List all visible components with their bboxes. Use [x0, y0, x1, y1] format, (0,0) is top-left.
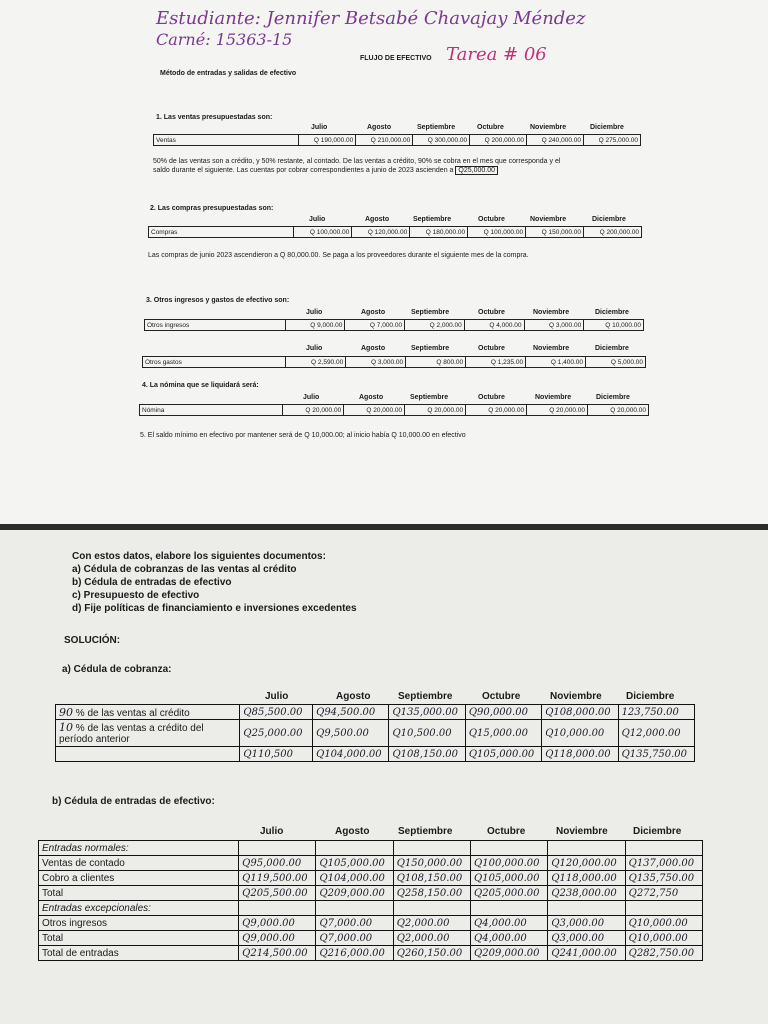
table-cell: 240,000.00 [548, 136, 581, 144]
row-label: Ventas [154, 135, 299, 146]
month-header: Diciembre [633, 826, 682, 837]
table-cell: Q90,000.00 [465, 705, 541, 720]
task-intro: Con estos datos, elabore los siguientes documentos: [72, 551, 326, 562]
task-d: d) Fije políticas de financiamiento e inversiones excedentes [72, 603, 357, 614]
table-row [39, 946, 703, 961]
table-cell: 1,235.00 [497, 358, 524, 366]
currency-symbol: Q [369, 321, 375, 329]
table-cell: Q9,500.00 [313, 720, 389, 747]
sales-note [153, 157, 563, 175]
month-header: Julio [260, 826, 284, 837]
month-header: Octubre [478, 345, 505, 352]
table-cell: 210,000.00 [377, 136, 411, 144]
row-label: Ventas de contado [39, 856, 239, 871]
table-cell: Q104,000.00 [313, 747, 389, 762]
table-cell: Q110,500 [240, 747, 313, 762]
sales-note-text: 50% de las ventas son a crédito, y 50% restante, al contado. De las ventas a crédito, 90% se cobra en el mes que corresponda y el saldo durante el siguiente. Las cuentas por cobrar correspondientes a junio de 2023 ascienden a [153, 158, 561, 174]
table-cell: Q272,750 [625, 886, 702, 901]
month-header: Julio [311, 124, 328, 131]
currency-symbol: Q [309, 228, 315, 236]
row-label: Cobro a clientes [39, 871, 239, 886]
currency-symbol: Q [550, 358, 556, 366]
table-cell: 200,000.00 [606, 228, 639, 236]
currency-symbol: Q [541, 228, 547, 236]
table-cell: Q118,000.00 [542, 747, 618, 762]
method-title: Método de entradas y salidas de efectivo [160, 70, 297, 77]
table-cell: 120,000.00 [374, 228, 408, 236]
currency-symbol: Q [605, 321, 611, 329]
table-cell: Q135,750.00 [625, 871, 702, 886]
table-row [143, 357, 646, 368]
table-row [154, 135, 641, 146]
table-cell [548, 841, 625, 856]
currency-symbol: Q [610, 406, 616, 414]
table-cell: Q4,000.00 [471, 916, 548, 931]
item3-title: 3. Otros ingresos y gastos de efectivo son: [146, 297, 290, 304]
table-cell: 7,000.00 [376, 321, 403, 329]
table-cell: Q9,000.00 [239, 931, 316, 946]
item5-text: 5. El saldo mínimo en efectivo por mantener será de Q 10,000.00; al inicio había Q 10,000.00 en efectivo [140, 432, 466, 439]
month-header: Agosto [361, 309, 386, 316]
table-row [56, 747, 695, 762]
month-header: Agosto [367, 124, 392, 131]
month-header: Agosto [365, 216, 390, 223]
table-cell: 20,000.00 [312, 406, 342, 414]
table-cell: Q3,000.00 [548, 931, 625, 946]
percent-value: 10 [59, 720, 73, 734]
table-cell: 200,000.00 [491, 136, 525, 144]
item1-title: 1. Las ventas presupuestadas son: [156, 114, 273, 121]
sales-table [153, 134, 641, 146]
table-cell: Q137,000.00 [625, 856, 702, 871]
month-header: Diciembre [592, 216, 626, 223]
table-cell: Q105,000.00 [316, 856, 393, 871]
currency-symbol: Q [310, 321, 316, 329]
table-cell: Q25,000.00 [240, 720, 313, 747]
row-label: Otros ingresos [145, 320, 286, 331]
cobranza-title: a) Cédula de cobranza: [62, 664, 172, 675]
table-cell: Q214,500.00 [239, 946, 316, 961]
table-cell: Q3,000.00 [548, 916, 625, 931]
table-cell [625, 841, 702, 856]
month-header: Julio [306, 345, 323, 352]
month-header: Octubre [478, 216, 505, 223]
table-cell: 20,000.00 [495, 406, 525, 414]
currency-symbol: Q [489, 321, 495, 329]
row-label: Total [39, 931, 239, 946]
table-cell [393, 841, 470, 856]
currency-symbol: Q [311, 358, 317, 366]
table-cell: Q216,000.00 [316, 946, 393, 961]
currency-symbol: Q [598, 136, 604, 144]
currency-symbol: Q [427, 406, 433, 414]
table-cell: 3,000.00 [555, 321, 582, 329]
row-label: Otros gastos [143, 357, 286, 368]
document-title: FLUJO DE EFECTIVO [360, 55, 432, 62]
currency-symbol: Q [425, 228, 431, 236]
row-label: Total [39, 886, 239, 901]
table-cell: Q7,000.00 [316, 931, 393, 946]
currency-symbol: Q [599, 228, 605, 236]
table-cell: Q150,000.00 [393, 856, 470, 871]
entradas-table [38, 840, 703, 961]
empty-label-cell [56, 747, 240, 762]
table-cell: Q7,000.00 [316, 916, 393, 931]
table-cell: Q104,000.00 [316, 871, 393, 886]
table-cell: 5,000.00 [617, 358, 643, 366]
table-cell: 100,000.00 [316, 228, 350, 236]
currency-symbol: Q [370, 136, 376, 144]
month-header: Diciembre [626, 691, 675, 702]
table-row [39, 856, 703, 871]
table-cell: Q209,000.00 [471, 946, 548, 961]
solution-sheet [0, 530, 768, 1024]
table-cell: 20,000.00 [556, 406, 586, 414]
month-header: Noviembre [533, 309, 570, 316]
table-cell: 9,000.00 [317, 321, 343, 329]
task-c: c) Presupuesto de efectivo [72, 590, 200, 601]
month-header: Agosto [335, 826, 370, 837]
item4-title: 4. La nómina que se liquidará será: [142, 382, 259, 389]
table-cell [471, 841, 548, 856]
row-label: Compras [149, 227, 294, 238]
table-cell: Q2,000.00 [393, 916, 470, 931]
table-cell: Q10,000.00 [625, 931, 702, 946]
month-header: Noviembre [533, 345, 570, 352]
currency-symbol: Q [490, 358, 496, 366]
table-row [39, 871, 703, 886]
month-header: Octubre [477, 124, 504, 131]
table-cell [548, 901, 625, 916]
row-label: Entradas excepcionales: [39, 901, 239, 916]
table-cell: Q94,500.00 [313, 705, 389, 720]
month-header: Septiembre [398, 826, 453, 837]
month-header: Noviembre [550, 691, 602, 702]
table-cell [625, 901, 702, 916]
currency-symbol: Q [549, 321, 555, 329]
table-cell: 4,000.00 [496, 321, 522, 329]
table-cell: 2,590.00 [317, 358, 344, 366]
month-header: Octubre [487, 826, 526, 837]
table-cell: Q100,000.00 [471, 856, 548, 871]
month-header: Septiembre [410, 394, 449, 401]
month-header: Octubre [478, 309, 505, 316]
month-header: Diciembre [595, 345, 629, 352]
month-header: Julio [309, 216, 326, 223]
row-label: % de las ventas al crédito [75, 707, 190, 719]
month-header: Septiembre [417, 124, 456, 131]
currency-symbol: Q [367, 228, 373, 236]
table-row [56, 705, 695, 720]
table-cell: Q282,750.00 [625, 946, 702, 961]
receivables-amount: Q25,000.00 [455, 166, 498, 175]
table-cell [471, 901, 548, 916]
table-cell: Q12,000.00 [618, 720, 694, 747]
table-cell: Q119,500.00 [239, 871, 316, 886]
table-cell: 190,000.00 [320, 136, 354, 144]
month-header: Noviembre [530, 216, 567, 223]
month-header: Agosto [361, 345, 386, 352]
table-row [140, 405, 649, 416]
student-name: Estudiante: Jennifer Betsabé Chavajay Méndez [156, 8, 586, 29]
table-cell: Q118,000.00 [548, 871, 625, 886]
currency-symbol: Q [370, 358, 377, 366]
month-header: Noviembre [530, 124, 567, 131]
currency-symbol: Q [484, 136, 490, 144]
table-cell: 20,000.00 [434, 406, 464, 414]
table-row [39, 901, 703, 916]
table-row [39, 916, 703, 931]
month-header: Septiembre [411, 345, 450, 352]
month-header: Julio [306, 309, 323, 316]
row-label: Total de entradas [39, 946, 239, 961]
table-cell [316, 901, 393, 916]
table-cell: Q209,000.00 [316, 886, 393, 901]
month-header: Noviembre [535, 394, 572, 401]
month-header: Agosto [359, 394, 384, 401]
table-row [39, 886, 703, 901]
month-header: Julio [265, 691, 289, 702]
table-cell: Q241,000.00 [548, 946, 625, 961]
currency-symbol: Q [429, 321, 435, 329]
table-cell: Q260,150.00 [393, 946, 470, 961]
table-cell: 20,000.00 [373, 406, 403, 414]
table-cell: 3,000.00 [377, 358, 404, 366]
table-cell: Q105,000.00 [465, 747, 541, 762]
table-cell: Q238,000.00 [548, 886, 625, 901]
table-cell: Q108,150.00 [393, 871, 470, 886]
homework-number: Tarea # 06 [446, 44, 547, 65]
month-header: Diciembre [596, 394, 630, 401]
item2-title: 2. Las compras presupuestadas son: [150, 205, 274, 212]
table-cell: 275,000.00 [605, 136, 638, 144]
month-header: Octubre [478, 394, 505, 401]
purchases-note: Las compras de junio 2023 ascendieron a Q 80,000.00. Se paga a los proveedores durante el siguiente mes de la compra. [148, 252, 529, 259]
currency-symbol: Q [483, 228, 489, 236]
table-cell: Q135,000.00 [389, 705, 465, 720]
table-cell [393, 901, 470, 916]
table-cell: Q10,000.00 [542, 720, 618, 747]
currency-symbol: Q [549, 406, 555, 414]
table-cell [239, 841, 316, 856]
row-label: Otros ingresos [39, 916, 239, 931]
solution-heading: SOLUCIÓN: [64, 635, 121, 646]
table-cell: Q2,000.00 [393, 931, 470, 946]
month-header: Septiembre [413, 216, 452, 223]
table-cell: 300,000.00 [434, 136, 468, 144]
table-cell: Q108,150.00 [389, 747, 465, 762]
currency-symbol: Q [313, 136, 319, 144]
table-row [39, 931, 703, 946]
month-header: Diciembre [595, 309, 629, 316]
table-cell: Q120,000.00 [548, 856, 625, 871]
table-cell [316, 841, 393, 856]
currency-symbol: Q [488, 406, 494, 414]
currency-symbol: Q [610, 358, 616, 366]
month-header: Septiembre [398, 691, 453, 702]
row-label: Entradas normales: [39, 841, 239, 856]
table-row [39, 841, 703, 856]
cobranza-table [55, 704, 695, 762]
month-header: Julio [303, 394, 320, 401]
table-cell: Q9,000.00 [239, 916, 316, 931]
currency-symbol: Q [436, 358, 442, 366]
table-row [145, 320, 644, 331]
table-cell: Q10,000.00 [625, 916, 702, 931]
task-list [72, 550, 357, 615]
currency-symbol: Q [305, 406, 311, 414]
table-cell: 800.00 [443, 358, 464, 366]
table-cell: Q85,500.00 [240, 705, 313, 720]
row-label: % de las ventas a crédito del período anterior [59, 722, 204, 745]
task-b: b) Cédula de entradas de efectivo [72, 577, 232, 588]
purchases-table [148, 226, 642, 238]
table-cell: Q258,150.00 [393, 886, 470, 901]
currency-symbol: Q [541, 136, 547, 144]
table-cell: Q205,500.00 [239, 886, 316, 901]
row-label: Nómina [140, 405, 283, 416]
table-cell: Q135,750.00 [618, 747, 694, 762]
percent-value: 90 [59, 705, 73, 719]
table-cell: 150,000.00 [548, 228, 582, 236]
currency-symbol: Q [427, 136, 433, 144]
month-header: Agosto [336, 691, 371, 702]
student-id: Carné: 15363-15 [156, 30, 293, 49]
table-row [56, 720, 695, 747]
table-row [149, 227, 642, 238]
entradas-title: b) Cédula de entradas de efectivo: [52, 796, 215, 807]
table-cell: Q95,000.00 [239, 856, 316, 871]
table-cell: Q105,000.00 [471, 871, 548, 886]
table-cell: 10,000.00 [612, 321, 641, 329]
month-header: Octubre [482, 691, 521, 702]
table-cell: Q4,000.00 [471, 931, 548, 946]
table-cell: Q108,000.00 [542, 705, 618, 720]
table-cell: 180,000.00 [432, 228, 466, 236]
table-cell: Q10,500.00 [389, 720, 465, 747]
table-cell: 123,750.00 [618, 705, 694, 720]
payroll-table [139, 404, 649, 416]
table-cell: Q205,000.00 [471, 886, 548, 901]
month-header: Septiembre [411, 309, 450, 316]
other-expenses-table [142, 356, 646, 368]
table-cell: 20,000.00 [617, 406, 646, 414]
table-cell: 2,000.00 [436, 321, 462, 329]
currency-symbol: Q [366, 406, 372, 414]
task-a: a) Cédula de cobranzas de las ventas al crédito [72, 564, 297, 575]
other-income-table [144, 319, 644, 331]
table-cell: Q15,000.00 [465, 720, 541, 747]
month-header: Diciembre [590, 124, 624, 131]
table-cell: 1,400.00 [557, 358, 584, 366]
month-header: Noviembre [556, 826, 608, 837]
table-cell [239, 901, 316, 916]
table-cell: 100,000.00 [490, 228, 524, 236]
